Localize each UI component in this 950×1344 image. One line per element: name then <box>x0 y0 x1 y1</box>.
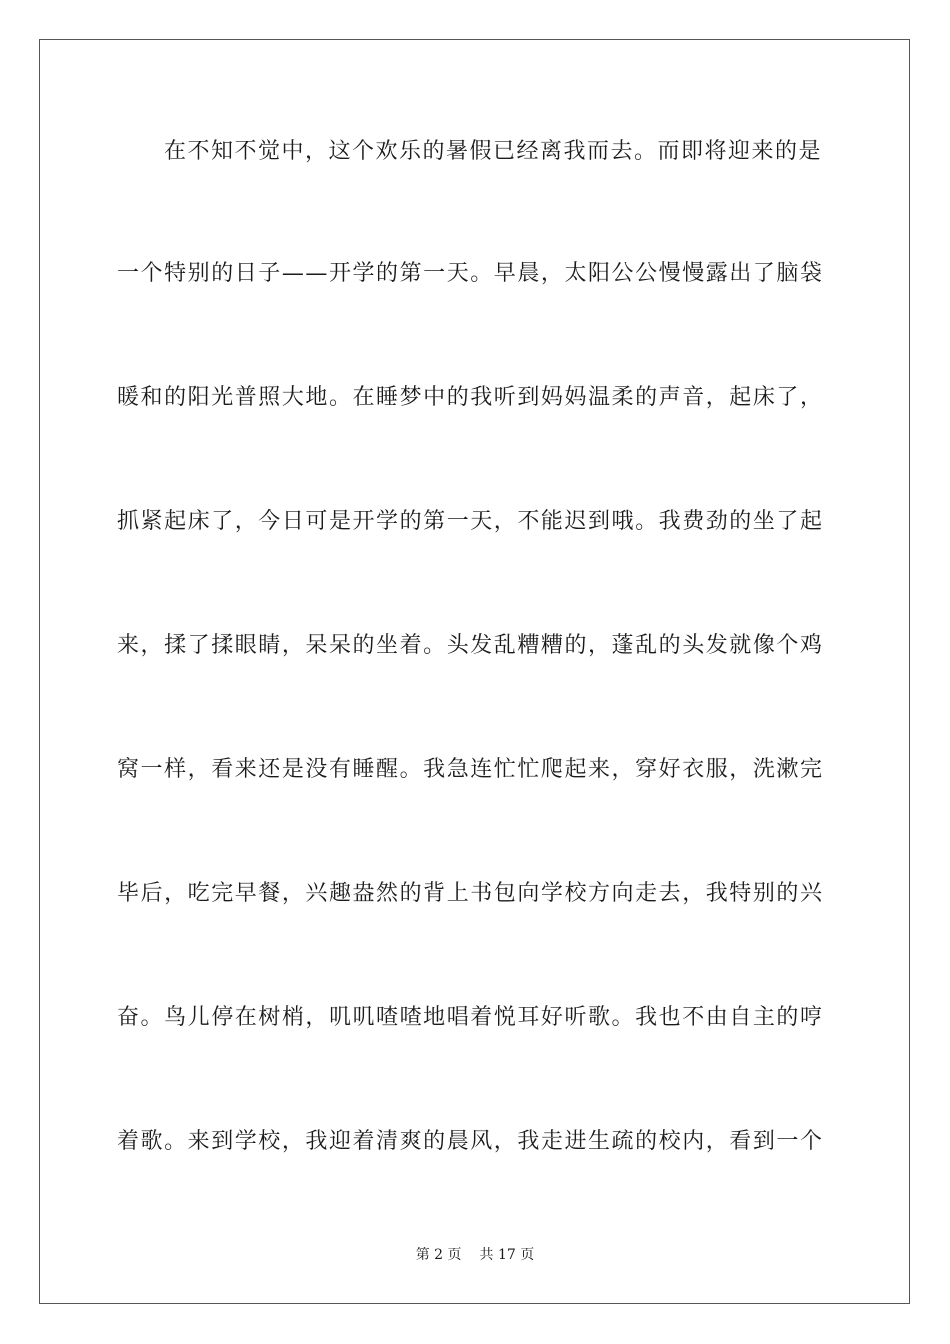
text-line: 暖和的阳光普照大地。在睡梦中的我听到妈妈温柔的声音，起床了， <box>117 385 824 410</box>
text-line: 奋。鸟儿停在树梢，叽叽喳喳地唱着悦耳好听歌。我也不由自主的哼 <box>117 1005 824 1030</box>
text-line: 一个特别的日子——开学的第一天。早晨，太阳公公慢慢露出了脑袋 <box>117 261 824 286</box>
page-footer <box>0 1246 950 1264</box>
text-line: 窝一样，看来还是没有睡醒。我急连忙忙爬起来，穿好衣服，洗漱完 <box>117 757 824 782</box>
text-line: 抓紧起床了，今日可是开学的第一天，不能迟到哦。我费劲的坐了起 <box>117 509 824 534</box>
text-line: 来，揉了揉眼睛，呆呆的坐着。头发乱糟糟的，蓬乱的头发就像个鸡 <box>117 633 824 658</box>
text-line: 毕后，吃完早餐，兴趣盎然的背上书包向学校方向走去，我特别的兴 <box>117 881 824 906</box>
page-number: 第 2 页 <box>415 1247 462 1263</box>
text-line: 着歌。来到学校，我迎着清爽的晨风，我走进生疏的校内，看到一个 <box>117 1129 824 1154</box>
text-line: 在不知不觉中，这个欢乐的暑假已经离我而去。而即将迎来的是 <box>117 139 823 164</box>
page-border <box>39 39 910 1304</box>
page-total: 共 17 页 <box>479 1247 535 1263</box>
